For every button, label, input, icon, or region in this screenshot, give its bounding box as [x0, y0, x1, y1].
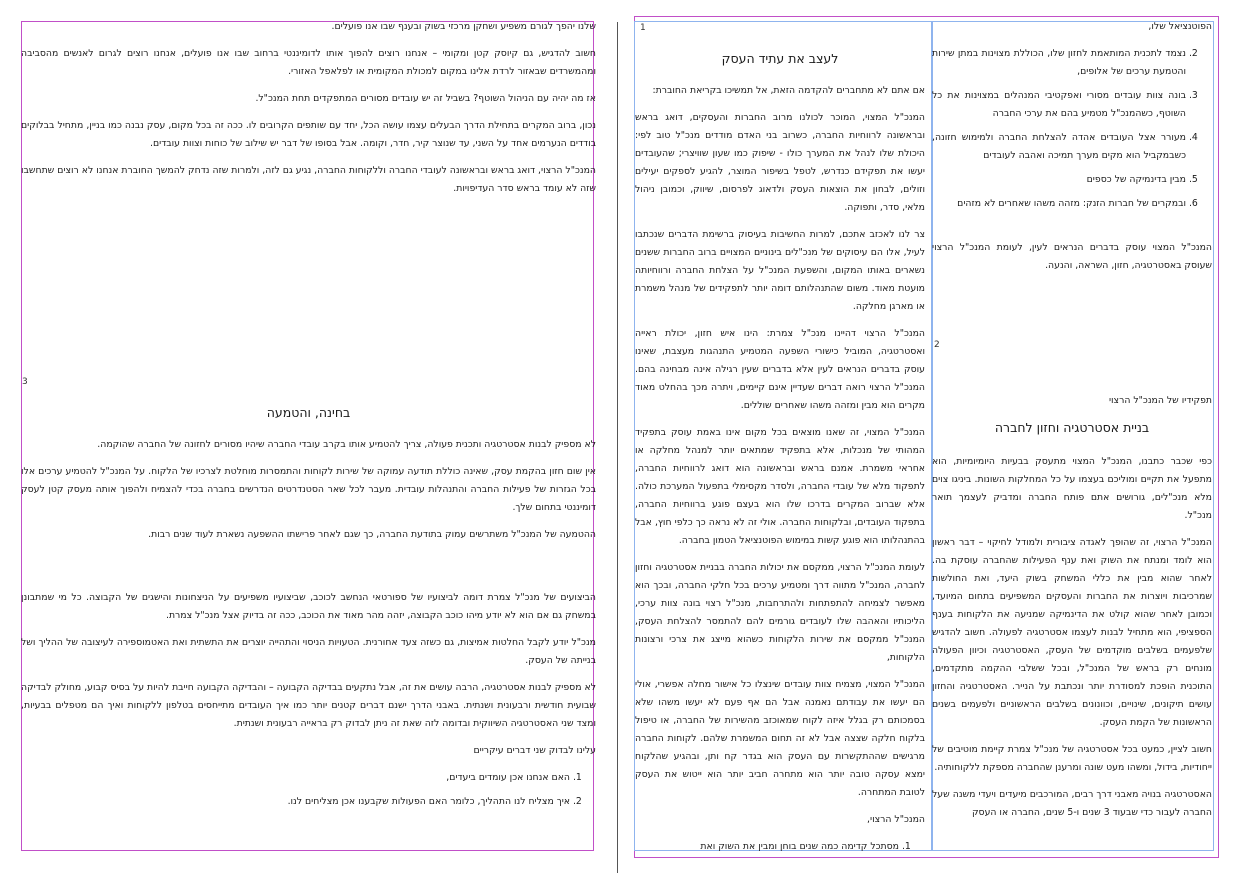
right-page-column-right — [932, 18, 1212, 284]
paragraph: אין שום חזון בהקמת עסק, שאינה כוללת תודעה עמוקה של שירות לקוחות והתמסרות מוחלטת לצרכיו של הלקוח. על המנכ"ל להטמיע ערכים אלו בכל הגזרות של פעילות החברה והתנהלות עובדית. מעבר לכל שאר הסטנדרטים הנדרשים בחברה בכדי להצמיח ולהפוך אותה מעסק קטן לעסק דומיננטי בתחום שלך. — [21, 466, 596, 513]
left-page-text-bottom — [21, 390, 596, 817]
paragraph: נכון, ברוב המקרים בתחילת הדרך הבעלים עצמו עושה הכל, יחד עם שותפים הקרובים לו. ככה זה בכל מקום, עסק נבנה כמו בניין, מתחיל בבלוקים בודדים הנערמים אחד על השני, עד שנוצר קיר, חדר, וקומה. אבל בסופו של דבר יש שילוב של כוחות וצוות עובדים. — [21, 120, 596, 149]
section-heading: לעצב את עתיד העסק — [721, 51, 839, 66]
section-heading: בחינה, והטמעה — [266, 405, 351, 420]
paragraph: כפי שכבר כתבנו, המנכ"ל המצוי מתעסק בבעיות היומיומיות, הוא מתפעל את תקיים ומוליכם בעצמו על כל המחלקות השונות. ביניגו צוים מלא מנכ"לים, גורושים אתם פותח החברה ומדביק לעצמך תואר מנכ"ל. — [932, 456, 1212, 521]
numbered-list — [932, 45, 1212, 213]
paragraph: המנכ"ל הרצוי דהיינו מנכ"ל צמרת: הינו איש חזון, יכולת ראייה ואסטרטגיה, המוביל כישורי השפעה המטמיע התנהגות מעצבת, שאינו עוסק בדברים הנראים לעין אלא בדברים שעין רגילה אינה מבחינה בהם. המנכ"ל הרצוי רואה דברים שעדיין אינם קיימים, ויתרה מכך בהחלט מאוד מקרים הוא מבין ומזהה משהו שאחרים שוללים. — [635, 328, 925, 411]
numbered-list — [635, 838, 925, 856]
page-number: 1 — [640, 23, 646, 33]
right-page — [618, 0, 1238, 873]
paragraph: חשוב לציין, כמעט בכל אסטרטגיה של מנכ"ל צמרת קיימת מוטיבים של ייחודיות, בידול, ומשהו מעט שונה ומרענן שהחברה מספקת ללקוחותיה. — [932, 744, 1212, 773]
list-item: 2. נצמד לתכנית המותאמת לחזון שלו, הכוללת מצוינות במתן שירות והטמעת ערכים של אלופים, — [932, 45, 1186, 81]
paragraph: שלנו יהפך לגורם משפיע ושחקן מרכזי בשוק ובענף שבו אנו פועלים. — [331, 21, 596, 32]
paragraph: המנכ"ל המצוי, המוכר לכולנו מרוב החברות והעסקים, דואג בראש ובראשונה לרווחיות החברה, כשרוב בני האדם מודדים מנכ"ל טוב לפי: היכולת שלו לנהל את המערך כולו - שיפוק כמו שעון שוויצרי; שהעובדים יעשו את תפקידם כנדרש, לטפל בשיפור המוצר, להגיע לספקים יעילים וזולים, לבחון את הוצאות העסק ולדאוג לפרסום, שיווק, וכמובן ניהול מלאי, סדר, ותפוקה. — [635, 112, 925, 213]
paragraph: לא מספיק לבנות אסטרטגיה, הרבה עושים את זה, אבל נתקעים בבדיקה הקבועה – והבדיקה הקבועה חייבת להיות על בסיס קבוע, מחולק לבדיקה שבועית חודשית ורבעונית ושנתית. באבני הדרך ישנם דברים קטנים יותר כמו איך העובדים מתייחסים בטלפון ללקוחות ואיך הם מטפלים בבעיות, ומצד שני האסטרטגיה השיווקית ובדומה לזה שאת זה ניתן לבדוק רק בראייה רבעונית ושנתית. — [21, 682, 596, 729]
right-page-column-right-lower — [932, 392, 1212, 831]
right-page-column-left — [635, 36, 925, 862]
paragraph: המנכ"ל הרצוי, זה שהופך לאגדה ציבורית ולמודל לחיקוי – דבר ראשון הוא לומד ומנתח את השוק ואת ענף הפעילות שהחברה עוסקת בה. לאחר שהוא מבין את כללי המשחק בשוק היעד, ואת החולשות שמרכיבות ויוצרות את החברות והעסקים המשפיעים בתחום המיועד, וכמובן לאחר שהוא קולט את הדינמיקה שמניעה את הלקוחות בענף הספציפי, הוא מתחיל לבנות לעצמו אסטרטגיה לפעולה. חשוב להדגיש שלפעמים בשלבים מוקדמים של העסק, האסטרטגיה וכיוון הפעולה מונחים רק בראש של המנכ"ל, ובכל ששלבי ההקמה מתקדמים, התוכנית הופכת למסודרת יותר ונכתבת על הנייר. האסטרטגיה והחזון עושים תיקונים, שינויים, וכוונונים בשלבים הראשוניים ולפעמים בשנים הראשונות של הקמת העסק. — [932, 537, 1212, 728]
list-item: 1. מסתכל קדימה כמה שנים בוחן ומבין את השוק ואת — [635, 838, 899, 856]
list-item: 6. ובמקרים של חברות הזנק: מזהה משהו שאחרים לא מזהים — [932, 195, 1186, 213]
list-item: 4. מעורר אצל העובדים אהדה להצלחת החברה ולמימוש חזונה, כשבמקביל הוא מקים מערך תמיכה ואהבה לעובדים — [932, 129, 1186, 165]
paragraph: צר לנו לאכזב אתכם, למרות החשיבות בעיסוק ברשימת הדברים שנכתבו לעיל, אלו הם עיסוקים של מנכ"לים בינוניים המצויים ברוב החברות ששנים נשארים באותו המקום, והשפעת המנכ"ל על הצלחת החברה ורווחיותה מועטת מאוד. משום שהתנהלותם דומה יותר לתפקידים של מנהל משמרת או מארגן מחלקה. — [635, 229, 925, 312]
page-number: 2 — [934, 340, 940, 350]
left-page-text-top — [21, 18, 596, 207]
paragraph: המנכ"ל המצוי, זה שאנו מוצאים בכל מקום אינו באמת עוסק בתפקיד המהותי של מנכלות, אלא בתפקיד שמתאים יותר למנהל מחלקה או אחראי משמרת. אמנם בראש ובראשונה הוא דואג לרווחיות החברה, לתפקוד מלא של עובדי החברה, ולסדר מקסימלי בתפעול המערכת כולה. אלא שברוב המקרים בדרכו שלו הוא בעצם פוגע ברווחיות החברה, בתפקוד העובדים, ובלקוחות החברה. אולי זה לא נראה כך כלפי חוץ, אבל בהתנהלותו הוא פוגע קשות במימוש הפוטנציאל הטמון בחברה. — [635, 427, 925, 546]
section-heading: בניית אסטרטגיה וחזון לחברה — [994, 420, 1150, 435]
paragraph: מנכ"ל יודע לקבל החלטות אמיצות, גם כשזה צעד אחורנית. הטעויות הניסוי והתהייה יוצרים את התשתית ואת האטמוספירה לעיצובה של ההליך ושל בנייתה של העסק. — [21, 637, 596, 666]
paragraph: האסטרטגיה בנויה מאבני דרך רבים, המורכבים מיעדים ויעדי משנה שעל החברה לעבור כדי שבעוד 3 שנים ו-5 שנים, החברה או העסק — [932, 789, 1212, 818]
paragraph: אם אתם לא מתחברים להקדמה הזאת, אל תמשיכו בקריאת החוברת: — [652, 85, 925, 96]
paragraph: המנכ"ל המצוי עוסק בדברים הנראים לעין, לעומת המנכ"ל הרצוי שעוסק באסטרטגיה, חזון, השראה, והנעה. — [932, 242, 1212, 271]
paragraph: הביצועים של מנכ"ל צמרת דומה לביצועיו של ספורטאי הנחשב לכוכב, שביצועיו משפיעים על הניצחונות והישגים של הקבוצה. כל מי שמתבונן במשחק גם אם הוא לא יודע מיהו כוכב הקבוצה, יזהה מהר מאוד את הכוכב, ככה זה בדיוק אצל מנכ"ל צמרת. — [21, 592, 596, 621]
numbered-list — [21, 769, 596, 811]
paragraph: המנכ"ל הרצוי, — [867, 814, 925, 825]
paragraph: הפוטנציאל שלו, — [1148, 21, 1212, 32]
paragraph: אז מה יהיה עם הניהול השוטף? בשביל זה יש עובדים מסורים המתפקדים תחת המנכ"ל. — [255, 93, 596, 104]
page-number: 3 — [22, 377, 28, 387]
list-item: 3. בונה צוות עובדים מסורי ואפקטיבי המנהלים במצוינות את כל השוטף, כשהמנכ"ל מטמיע בהם את ערכי החברה — [932, 87, 1186, 123]
list-item: 1. האם אנחנו אכן עומדים ביעדים, — [21, 769, 570, 787]
left-page — [0, 0, 617, 873]
paragraph: ההטמעה של המנכ"ל משתרשים עמוק בתודעת החברה, כך שגם לאחר פרישתו ההשפעה נשארת לעוד שנים רבות. — [148, 529, 596, 540]
paragraph: חשוב להדגיש, גם קיוסק קטן ומקומי – אנחנו רוצים להפוך אותו לדומיננטי ברחוב שבו אנו פועלים, אנחנו רוצים לגרום לאנשים מהסביבה ומהמשרדים שבאזור לרדת אלינו במקום למכולת המקומית או לפלאפל האזורי. — [21, 48, 596, 77]
paragraph: לא מספיק לבנות אסטרטגיה ותכנית פעולה, צריך להטמיע אותו בקרב עובדי החברה שיהיו מסורים לחזונה של החברה שהוקמה. — [97, 439, 596, 450]
section-subtitle: תפקידיו של המנכ"ל הרצוי — [1108, 395, 1212, 406]
list-item: 5. מבין בדינמיקה של כספים — [932, 171, 1186, 189]
list-item: 2. איך מצליח לנו התהליך, כלומר האם הפעולות שקבענו אכן מצליחים לנו. — [21, 793, 570, 811]
paragraph: לעומת המנכ"ל הרצוי, ממקסם את יכולות החברה בבניית אסטרטגיה וחזון לחברה, המנכ"ל מתווה דרך ומטמיע ערכים בכל חלקי החברה, ובכך הוא מאפשר לצמיחה להתפתחות ולהתרחבות, מנכ"ל רצוי בונה צוות ערכי, הליכותיו והאהבה שלו לעובדים גורמים להם להתמסר להצלחת העסק, המנכ"ל ממקסם את שירות הלקוחות כשהוא מייצג את צרכי ורצונות הלקוחות, — [635, 562, 925, 663]
paragraph: המנכ"ל המצוי, מצמיח צוות עובדים שינצלו כל אישור מחלה אפשרי, אולי הם יעשו את עבודתם נאמנה אבל הם אף פעם לא יעשו משהו שלא בסמכותם רק בגלל איזה לקוח שמאוכזב מהשירות של החברה, או טיפול בלקוח חלקה שצצה אבל לא זה תחום המשמרת שלהם. לקוחות החברה מרגישים שההתקשרות עם העסק הוא בגדר קח ותן, ובהגיע שהלקוח ימצא עסקה טובה יותר הוא מתחרה חביב יותר הוא ייטוש את העסק לטובת המתחרה. — [635, 679, 925, 798]
paragraph: המנכ"ל הרצוי, דואג בראש ובראשונה לעובדי החברה וללקוחות החברה, נגיע גם לזה, ולמרות שזה נדחק להמשך החוברת אנחנו לא רוצים שתחשבו שזה לא עומד בראש סדר העדיפויות. — [21, 165, 596, 194]
paragraph: עלינו לבדוק שני דברים עיקריים — [473, 745, 596, 756]
